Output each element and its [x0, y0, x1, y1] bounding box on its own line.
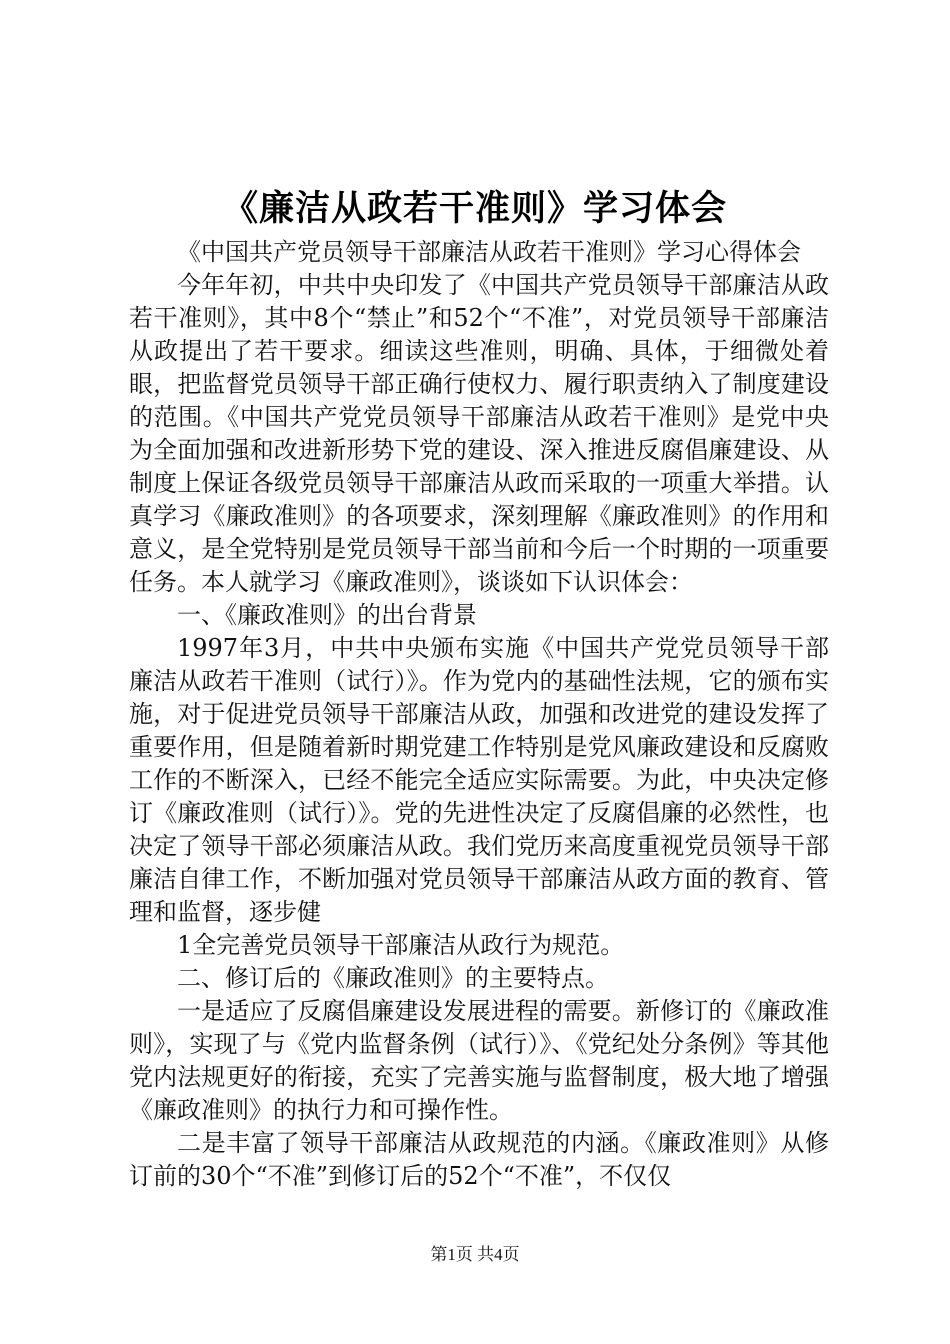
- paragraph-continuation: 1全完善党员领导干部廉洁从政行为规范。: [177, 931, 625, 959]
- section-heading-background: 一、《廉政准则》的出台背景: [177, 601, 477, 629]
- paragraph-subtitle: 《中国共产党员领导干部廉洁从政若干准则》学习心得体会: [177, 238, 801, 266]
- paragraph-feature-one: 一是适应了反腐倡廉建设发展进程的需要。新修订的《廉政准则》，实现了与《党内监督条例（试行）》、《党纪处分条例》等其他党内法规更好的衔接，充实了完善实施与监督制度，极大地了增强《廉政准则》的执行力和可操作性。: [129, 997, 829, 1124]
- document-title: 《廉洁从政若干准则》学习体会: [222, 188, 727, 229]
- paragraph-intro: 今年年初，中共中央印发了《中国共产党员领导干部廉洁从政若干准则》，其中8个“禁止”和52个“不准”，对党员领导干部廉洁从政提出了若干要求。细读这些准则，明确、具体，于细微处着眼，把监督党员领导干部正确行使权力、履行职责纳入了制度建设的范围。《中国共产党党员领导干部廉洁从政若干准则》是党中央为全面加强和改进新形势下党的建设、深入推进反腐倡廉建设、从制度上保证各级党员领导干部廉洁从政而采取的一项重大举措。认真学习《廉政准则》的各项要求，深刻理解《廉政准则》的作用和意义，是全党特别是党员领导干部当前和今后一个时期的一项重要任务。本人就学习《廉政准则》，谈谈如下认识体会：: [129, 271, 829, 596]
- paragraph-background: 1997年3月，中共中央颁布实施《中国共产党党员领导干部廉洁从政若干准则（试行）》。作为党内的基础性法规，它的颁布实施，对于促进党员领导干部廉洁从政，加强和改进党的建设发挥了重要作用，但是随着新时期党建工作特别是党风廉政建设和反腐败工作的不断深入，已经不能完全适应实际需要。为此，中央决定修订《廉政准则（试行）》。党的先进性决定了反腐倡廉的必然性，也决定了领导干部必须廉洁从政。我们党历来高度重视党员领导干部廉洁自律工作，不断加强对党员领导干部廉洁从政方面的教育、管理和监督，逐步健: [129, 634, 829, 926]
- section-heading-features: 二、修订后的《廉政准则》的主要特点。: [177, 964, 609, 992]
- document-body: [129, 236, 829, 1193]
- paragraph-feature-two: 二是丰富了领导干部廉洁从政规范的内涵。《廉政准则》从修订前的30个“不准”到修订后的52个“不准”，不仅仅: [129, 1129, 829, 1190]
- page-number-footer: 第1页 共4页: [430, 1245, 520, 1264]
